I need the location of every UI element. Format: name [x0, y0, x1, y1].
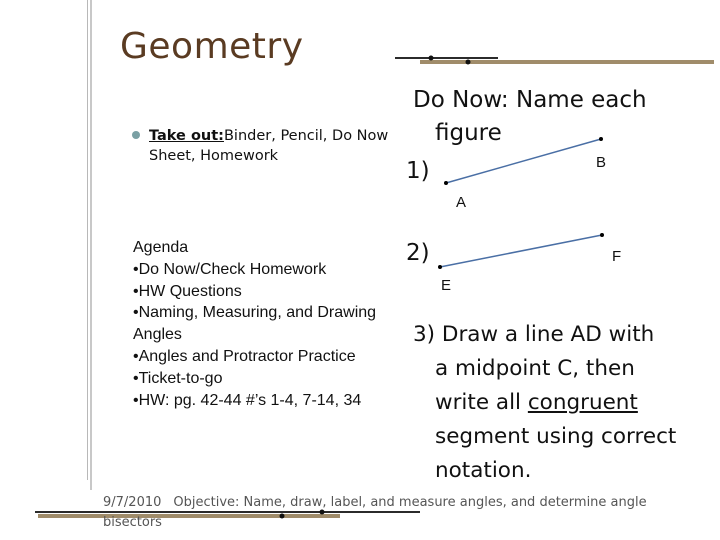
do-now-line-1: Do Now: Name each: [413, 87, 647, 113]
agenda-item: •Do Now/Check Homework: [133, 260, 327, 278]
top-accent-dot-2: [466, 60, 471, 65]
problem-3-line-2: a midpoint C, then: [435, 356, 635, 381]
agenda-item: •Angles and Protractor Practice: [133, 347, 356, 365]
problem-3-line-1: 3) Draw a line AD with: [413, 322, 655, 347]
problem-3-line-5: notation.: [435, 458, 532, 483]
problem-3-line-4: segment using correct: [435, 424, 677, 449]
problem-2-number: 2): [406, 240, 430, 266]
problem-3-line-3: [413, 386, 713, 420]
congruent-underlined: congruent: [527, 390, 638, 415]
footer-objective: Objective: Name, draw, label, and measure angles, and determine angle bisectors: [103, 495, 647, 530]
do-now-heading: [413, 84, 647, 150]
take-out-label: Take out:: [149, 128, 224, 144]
figure-2-point-f: [600, 233, 604, 237]
agenda-block: [133, 237, 388, 411]
materials-block: [132, 126, 399, 167]
footer-date: 9/7/2010: [103, 495, 162, 510]
figure-1-point-a: [444, 181, 448, 185]
figure-2-point-e: [438, 265, 442, 269]
figure-2-segment: [440, 235, 602, 267]
figure-2-label-f: F: [612, 248, 622, 265]
agenda-heading: Agenda: [133, 239, 189, 256]
agenda-item: •Ticket-to-go: [133, 369, 223, 387]
agenda-item: •Naming, Measuring, and Drawing Angles: [133, 304, 380, 344]
footer: [103, 493, 663, 533]
problem-1-number: 1): [406, 158, 430, 184]
top-accent-dot-1: [429, 56, 434, 61]
slide-title: Geometry: [120, 26, 304, 67]
figure-2-label-e: E: [441, 277, 452, 294]
agenda-item: •HW Questions: [133, 282, 242, 300]
materials-text: Binder, Pencil, Do Now Sheet, Homework: [149, 128, 389, 165]
problem-3-line-3-text: write all: [435, 390, 528, 415]
figure-1-label-b: B: [596, 154, 607, 171]
do-now-line-2: figure: [435, 120, 502, 146]
problem-3-text: [413, 318, 713, 488]
figure-1-label-a: A: [456, 194, 467, 211]
agenda-item: •HW: pg. 42-44 #’s 1-4, 7-14, 34: [133, 391, 362, 409]
